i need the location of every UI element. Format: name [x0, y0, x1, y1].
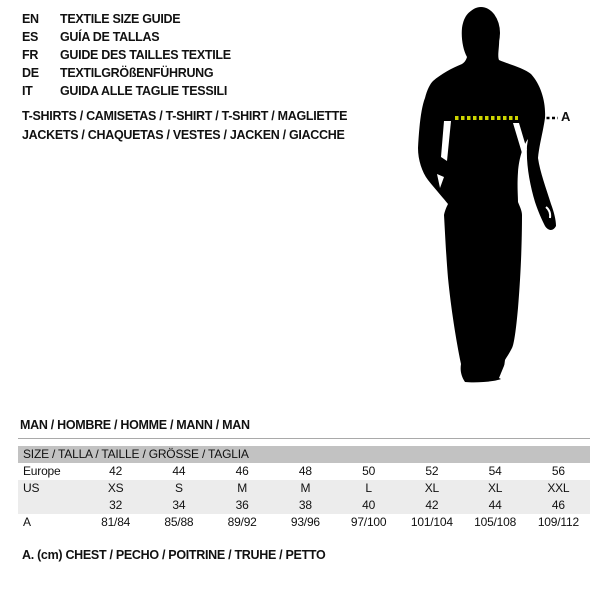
- table-cell: 97/100: [350, 515, 387, 529]
- footnote-chest: A. (cm) CHEST / PECHO / POITRINE / TRUHE / PETTO: [22, 548, 326, 562]
- size-table: [18, 446, 590, 531]
- table-cell: 85/88: [164, 515, 194, 529]
- table-row-europe: [18, 463, 590, 480]
- row-label: [18, 497, 84, 514]
- table-cell: 52: [425, 464, 439, 478]
- table-cell: 105/108: [474, 515, 517, 529]
- man-body: [418, 9, 556, 382]
- section-title-man: MAN / HOMBRE / HOMME / MANN / MAN: [20, 418, 250, 432]
- table-cell: 36: [235, 498, 249, 512]
- category-line-jackets: JACKETS / CHAQUETAS / VESTES / JACKEN / GIACCHE: [22, 128, 345, 142]
- language-code: IT: [22, 84, 33, 98]
- table-cell: 44: [488, 498, 502, 512]
- table-cell: L: [365, 481, 372, 495]
- language-code: EN: [22, 12, 39, 26]
- table-cell: S: [174, 481, 183, 495]
- language-label: TEXTILE SIZE GUIDE: [60, 12, 181, 26]
- table-cell: 42: [109, 464, 123, 478]
- table-cell: 44: [172, 464, 186, 478]
- language-code: ES: [22, 30, 39, 44]
- table-cell: 48: [298, 464, 312, 478]
- language-label: GUÍA DE TALLAS: [60, 30, 160, 44]
- row-label: US: [23, 481, 40, 495]
- table-cell: M: [237, 481, 248, 495]
- table-cell: XL: [424, 481, 440, 495]
- table-cell: 40: [362, 498, 376, 512]
- table-cell: 56: [551, 464, 565, 478]
- table-row-chest-a: [18, 514, 590, 531]
- table-cell: 101/104: [410, 515, 453, 529]
- table-cell: 93/96: [290, 515, 320, 529]
- table-cell: XL: [487, 481, 503, 495]
- language-label: GUIDE DES TAILLES TEXTILE: [60, 48, 231, 62]
- row-label: A: [23, 515, 31, 529]
- table-cell: 109/112: [537, 515, 579, 529]
- divider-line: [18, 438, 590, 439]
- table-cell: 46: [551, 498, 565, 512]
- table-cell: 38: [298, 498, 312, 512]
- table-cell: 42: [425, 498, 439, 512]
- table-cell: 46: [235, 464, 249, 478]
- table-cell: 81/84: [101, 515, 131, 529]
- table-cell: 89/92: [227, 515, 257, 529]
- table-row-uk: [18, 497, 590, 514]
- table-cell: 54: [488, 464, 502, 478]
- table-cell: 32: [109, 498, 123, 512]
- measure-label-a: A: [561, 109, 571, 124]
- table-cell: 50: [362, 464, 376, 478]
- table-cell: 34: [172, 498, 186, 512]
- category-line-tshirts: T-SHIRTS / CAMISETAS / T-SHIRT / T-SHIRT / MAGLIETTE: [22, 109, 348, 123]
- language-label: GUIDA ALLE TAGLIE TESSILI: [60, 84, 228, 98]
- table-cell: XXL: [547, 481, 570, 495]
- language-code: FR: [22, 48, 39, 62]
- table-row-us: [18, 480, 590, 497]
- size-table-header: SIZE / TALLA / TAILLE / GRÖSSE / TAGLIA: [18, 446, 590, 463]
- table-cell: XS: [107, 481, 124, 495]
- row-label: Europe: [23, 464, 61, 478]
- language-label: TEXTILGRÖßENFÜHRUNG: [60, 66, 214, 80]
- table-cell: M: [300, 481, 311, 495]
- language-code: DE: [22, 66, 39, 80]
